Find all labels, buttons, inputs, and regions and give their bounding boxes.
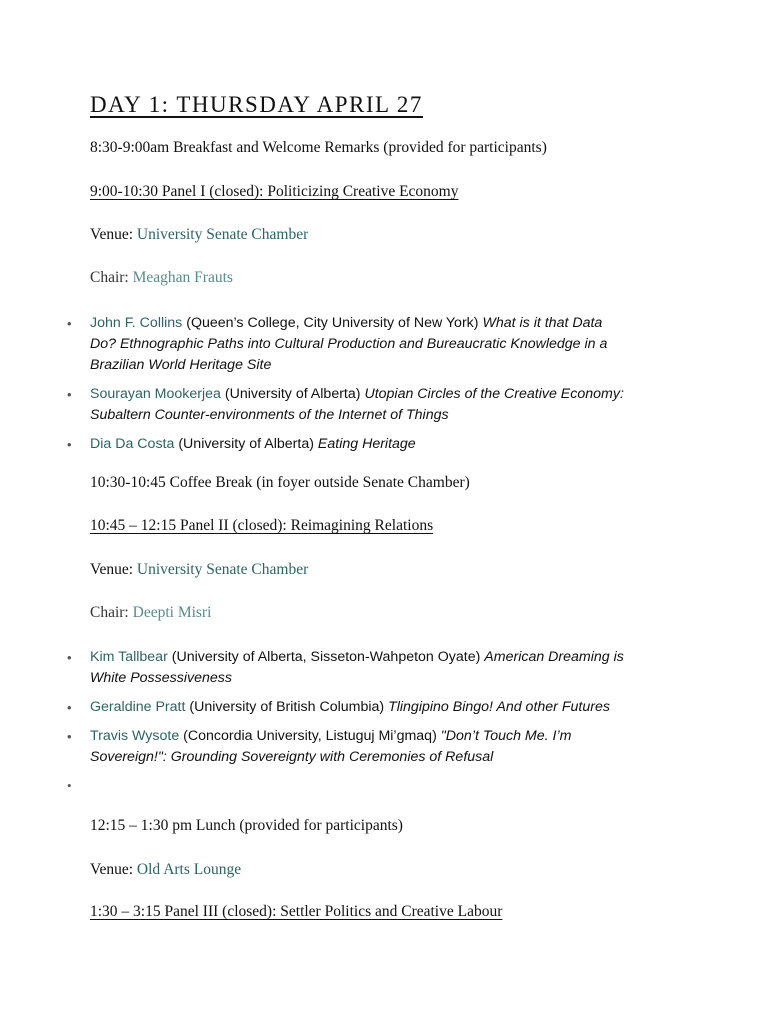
talk-title: Tlingipino Bingo! And other Futures	[388, 699, 610, 715]
panel-2-venue	[90, 561, 308, 579]
speaker-name: Dia Da Costa	[90, 436, 175, 452]
chair-name: Meaghan Frauts	[132, 269, 233, 286]
speaker-name: John F. Collins	[90, 315, 183, 331]
talk-title: Eating Heritage	[317, 436, 416, 452]
talk-title: What is it that Data	[482, 315, 603, 331]
lunch-line: 12:15 – 1:30 pm Lunch (provided for participants)	[90, 817, 403, 834]
chair-name: Deepti Misri	[132, 604, 212, 621]
speaker-affiliation: (Concordia University, Listuguj Mi’gmaq)	[183, 728, 437, 744]
speaker-affiliation: (University of British Columbia)	[189, 699, 385, 715]
talk-title-line-2: Sovereign!": Grounding Sovereignty with Ceremonies of Refusal	[90, 749, 494, 765]
venue-name: University Senate Chamber	[136, 226, 309, 243]
panel-2-heading: 10:45 – 12:15 Panel II (closed): Reimagining Relations	[90, 517, 434, 534]
bullet-icon: •	[67, 316, 72, 331]
bullet-icon: •	[67, 437, 72, 452]
speaker-affiliation: (University of Alberta)	[178, 436, 314, 452]
venue-label: Venue:	[90, 226, 134, 243]
bullet-icon: •	[67, 387, 72, 402]
list-item	[67, 647, 690, 689]
bullet-icon: •	[67, 650, 72, 665]
talk-title-line-2: White Possessiveness	[90, 670, 232, 686]
venue-name: University Senate Chamber	[136, 561, 309, 578]
speaker-affiliation: (University of Alberta)	[224, 386, 361, 402]
speaker-name: Geraldine Pratt	[90, 699, 186, 715]
venue-label: Venue:	[90, 561, 134, 578]
talk-title-line-2: Subaltern Counter-environments of the Internet of Things	[90, 407, 449, 423]
panel-1-chair	[90, 269, 233, 287]
day-title: DAY 1: THURSDAY APRIL 27	[90, 92, 423, 117]
talk-title: American Dreaming is	[484, 649, 624, 665]
bullet-icon: •	[67, 729, 72, 744]
talk-title-line-3: Brazilian World Heritage Site	[90, 357, 272, 373]
speaker-name: Sourayan Mookerjea	[90, 386, 221, 402]
panel-3-heading: 1:30 – 3:15 Panel III (closed): Settler Politics and Creative Labour	[90, 903, 503, 920]
speaker-affiliation: (Queen’s College, City University of New York)	[186, 315, 479, 331]
venue-name: Old Arts Lounge	[136, 861, 242, 878]
talk-title-line-2: Do? Ethnographic Paths into Cultural Production and Bureaucratic Knowledge in a	[90, 336, 608, 352]
talk-title: Utopian Circles of the Creative Economy:	[364, 386, 624, 402]
panel-1-venue	[90, 226, 308, 244]
list-item	[67, 726, 690, 768]
list-item	[67, 697, 690, 718]
panel-1-heading: 9:00-10:30 Panel I (closed): Politicizing Creative Economy	[90, 183, 459, 200]
breakfast-line: 8:30-9:00am Breakfast and Welcome Remarks (provided for participants)	[90, 139, 547, 156]
panel-2-chair	[90, 604, 211, 622]
chair-label: Chair:	[90, 269, 129, 286]
speaker-name: Travis Wysote	[90, 728, 180, 744]
empty-bullet-icon: •	[67, 778, 72, 793]
speaker-affiliation: (University of Alberta, Sisseton-Wahpeton Oyate)	[171, 649, 481, 665]
venue-label: Venue:	[90, 861, 134, 878]
speaker-name: Kim Tallbear	[90, 649, 168, 665]
list-item	[67, 313, 690, 376]
list-item	[67, 384, 690, 426]
lunch-venue	[90, 861, 241, 879]
list-item	[67, 434, 690, 455]
chair-label: Chair:	[90, 604, 129, 621]
talk-title: "Don’t Touch Me. I’m	[440, 728, 572, 744]
coffee-break-line: 10:30-10:45 Coffee Break (in foyer outside Senate Chamber)	[90, 474, 470, 491]
bullet-icon: •	[67, 700, 72, 715]
